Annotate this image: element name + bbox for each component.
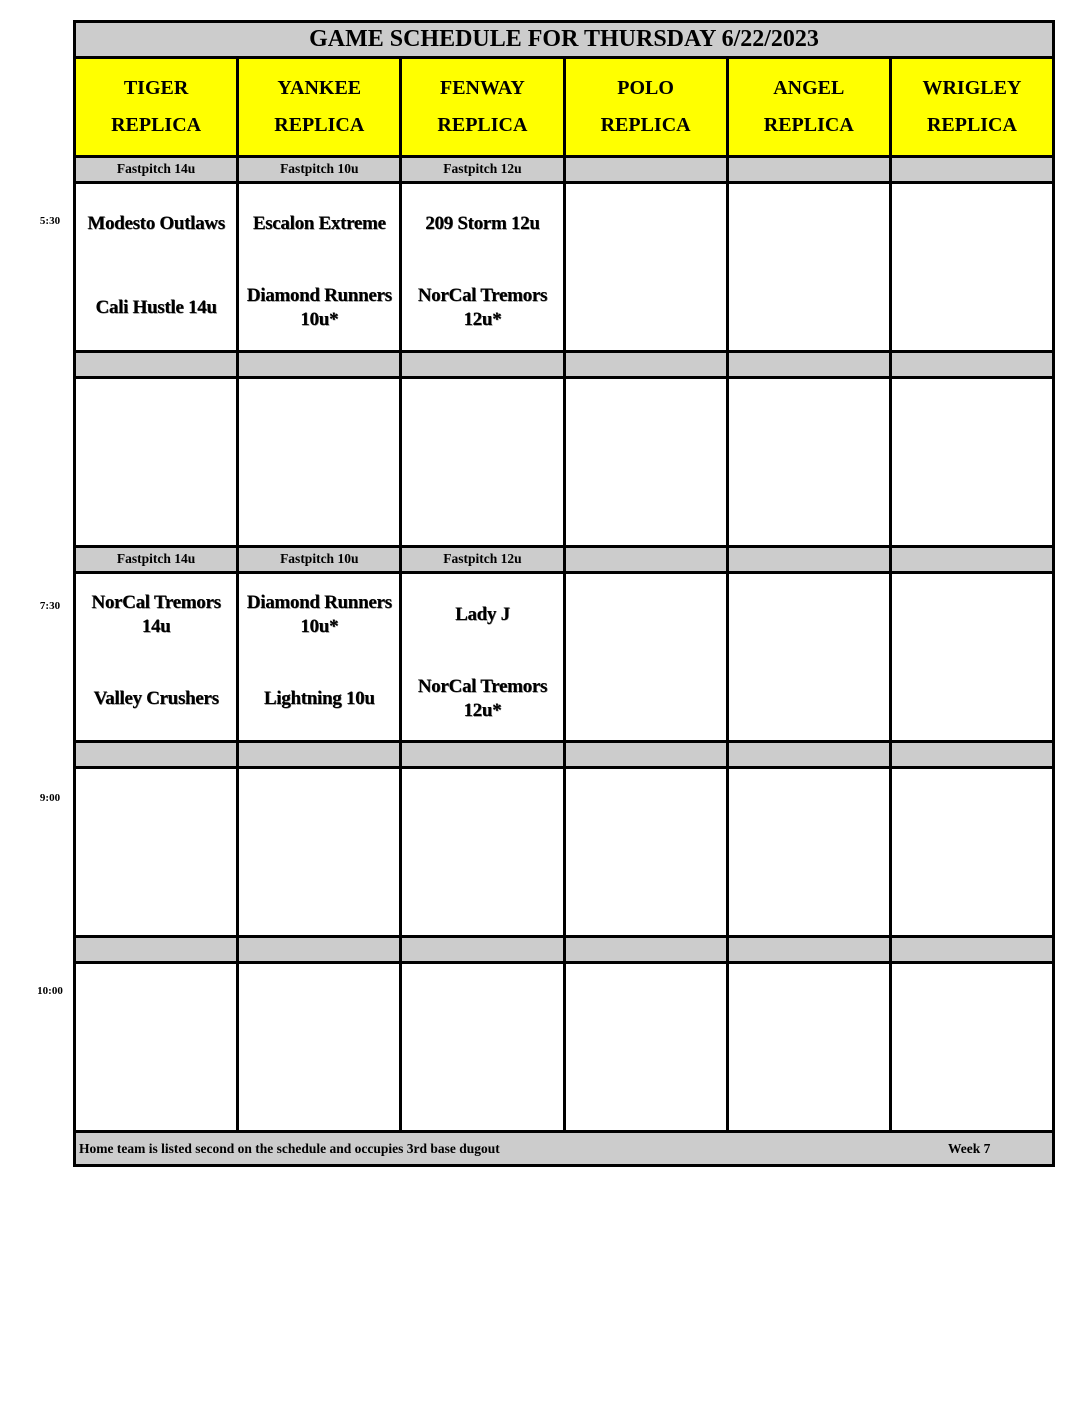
division-label: [566, 353, 729, 376]
division-label: [402, 938, 565, 961]
footer: [76, 1133, 1052, 1164]
division-label: [239, 938, 402, 961]
game-cell: [76, 964, 239, 1130]
field-sub: REPLICA: [274, 114, 365, 136]
game-cell: [402, 574, 565, 740]
game-cell: [892, 379, 1052, 545]
game-cell: [566, 769, 729, 935]
division-label: [402, 743, 565, 766]
away-team: Modesto Outlaws: [87, 213, 225, 234]
division-label: [892, 938, 1052, 961]
page-title: GAME SCHEDULE FOR THURSDAY 6/22/2023: [76, 23, 1052, 59]
division-label: [76, 743, 239, 766]
division-label: [892, 743, 1052, 766]
game-cell: [239, 769, 402, 935]
game-cell: [239, 184, 402, 350]
home-team: NorCal Tremors 12u*: [417, 676, 548, 721]
game-cell: [239, 574, 402, 740]
time-label: 5:30: [39, 215, 61, 227]
time-label: 10:00: [37, 985, 63, 997]
footer-note: Home team is listed second on the schedule and occupies 3rd base dugout: [79, 1141, 500, 1156]
home-team: Lightning 10u: [263, 688, 375, 709]
field-sub: REPLICA: [763, 114, 854, 136]
field-header-fenway: [402, 59, 565, 155]
field-header-yankee: [239, 59, 402, 155]
game-cell: [566, 574, 729, 740]
division-label: [566, 938, 729, 961]
game-row: [76, 574, 1052, 743]
game-cell: [402, 769, 565, 935]
division-label: [76, 353, 239, 376]
game-cell: [892, 574, 1052, 740]
game-cell: [402, 184, 565, 350]
game-cell: [76, 769, 239, 935]
game-row: [76, 964, 1052, 1133]
division-label: [892, 548, 1052, 571]
time-label: 9:00: [39, 792, 61, 804]
game-cell: [76, 379, 239, 545]
week-label: Week 7: [948, 1141, 991, 1156]
division-label: Fastpitch 12u: [402, 158, 565, 181]
division-label: [76, 938, 239, 961]
game-cell: [892, 964, 1052, 1130]
division-label: Fastpitch 10u: [239, 158, 402, 181]
field-header-tiger: [76, 59, 239, 155]
game-cell: [402, 379, 565, 545]
division-row: [76, 938, 1052, 964]
division-label: Fastpitch 12u: [402, 548, 565, 571]
division-label: Fastpitch 10u: [239, 548, 402, 571]
home-team: Cali Hustle 14u: [95, 297, 217, 318]
field-name: YANKEE: [277, 77, 362, 99]
field-sub: REPLICA: [926, 114, 1017, 136]
field-sub: REPLICA: [111, 114, 202, 136]
division-label: [239, 353, 402, 376]
field-header-polo: [566, 59, 729, 155]
game-cell: [239, 964, 402, 1130]
home-team: Valley Crushers: [93, 688, 219, 709]
division-label: Fastpitch 14u: [76, 158, 239, 181]
division-label: [402, 353, 565, 376]
home-team: NorCal Tremors 12u*: [417, 285, 548, 330]
game-row: [76, 184, 1052, 353]
game-row: [76, 379, 1052, 548]
field-sub: REPLICA: [437, 114, 528, 136]
division-label: [892, 158, 1052, 181]
division-label: [566, 743, 729, 766]
game-cell: [892, 184, 1052, 350]
game-cell: [76, 574, 239, 740]
field-header-row: [76, 59, 1052, 158]
game-cell: [729, 184, 892, 350]
division-row: [76, 743, 1052, 769]
game-row: [76, 769, 1052, 938]
field-sub: REPLICA: [600, 114, 691, 136]
division-label: Fastpitch 14u: [76, 548, 239, 571]
away-team: 209 Storm 12u: [425, 213, 540, 234]
division-label: [729, 548, 892, 571]
schedule-table: [73, 20, 1055, 1167]
game-cell: [566, 184, 729, 350]
game-cell: [729, 769, 892, 935]
home-team: Diamond Runners 10u*: [246, 285, 392, 330]
field-header-wrigley: [892, 59, 1052, 155]
away-team: Escalon Extreme: [252, 213, 386, 234]
away-team: Lady J: [455, 604, 510, 625]
field-name: ANGEL: [773, 77, 845, 99]
game-cell: [566, 964, 729, 1130]
division-label: [729, 743, 892, 766]
game-cell: [239, 379, 402, 545]
game-cell: [729, 379, 892, 545]
game-cell: [729, 574, 892, 740]
field-header-angel: [729, 59, 892, 155]
time-label: 7:30: [39, 600, 61, 612]
division-label: [729, 353, 892, 376]
division-label: [729, 938, 892, 961]
game-cell: [892, 769, 1052, 935]
division-label: [566, 548, 729, 571]
division-row: [76, 353, 1052, 379]
game-cell: [76, 184, 239, 350]
field-name: FENWAY: [440, 77, 525, 99]
division-label: [239, 743, 402, 766]
field-name: TIGER: [123, 77, 189, 99]
away-team: Diamond Runners 10u*: [246, 592, 392, 637]
division-label: [729, 158, 892, 181]
division-label: [892, 353, 1052, 376]
game-cell: [566, 379, 729, 545]
away-team: NorCal Tremors 14u: [91, 592, 221, 637]
division-row: [76, 158, 1052, 184]
division-label: [566, 158, 729, 181]
game-cell: [729, 964, 892, 1130]
field-name: POLO: [617, 77, 674, 99]
game-cell: [402, 964, 565, 1130]
field-name: WRIGLEY: [922, 77, 1022, 99]
division-row: [76, 548, 1052, 574]
